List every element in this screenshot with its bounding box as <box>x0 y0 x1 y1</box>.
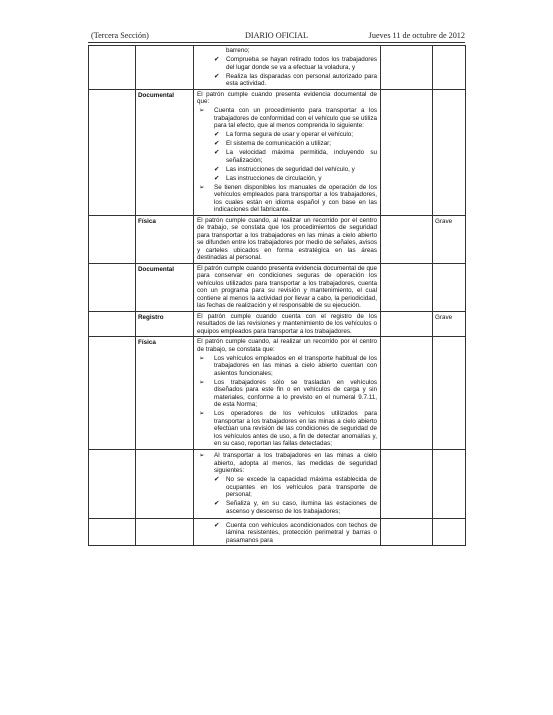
list-item: ➢ Al transportar a los trabajadores en las minas a cielo abierto, adopta al menos, las medidas de seguridad siguientes: <box>199 452 377 474</box>
list-item: ✔ Cuenta con vehículos acondicionados con techos de lámina resistentes, protección perimetral y barras o pasamanos para <box>214 521 377 544</box>
check-icon: ✔ <box>214 165 220 173</box>
verification-type: Registro <box>136 311 194 337</box>
row-description <box>194 449 381 519</box>
list-item: ✔ Señaliza y, en su caso, ilumina las estaciones de ascenso y descenso de los trabajadores; <box>214 500 377 515</box>
list-item: ➢ Cuenta con un procedimiento para transportar a los trabajadores de conformidad con el vehículo que se utiliza para tal efecto, que al menos comprenda lo siguiente: <box>199 107 377 129</box>
list-item: ➢ Los trabajadores sólo se trasladan en vehículos diseñados para este fin o en vehículos de carga y sin materiales, conforme a lo previsto en el numeral 9.7.11, de esta Norma; <box>199 378 377 408</box>
row-description <box>194 337 381 450</box>
list-item: ✔ Las instrucciones de circulación, y <box>214 174 322 182</box>
row-description: El patrón cumple cuando cuenta con el registro de los resultados de las revisiones y mantenimiento de los vehículos o equipos empleados para transportar a los trabajadores. <box>194 311 381 337</box>
verification-type: Documental <box>136 263 194 311</box>
verification-type: Documental <box>136 89 194 215</box>
list-item: ✔ Comprueba se hayan retirado todos los trabajadores del lugar donde se va a efectuar la voladura, y <box>214 56 377 71</box>
arrow-bullet-icon: ➢ <box>199 452 205 459</box>
arrow-bullet-icon: ➢ <box>199 354 205 362</box>
header-rule <box>88 42 465 43</box>
severity-label: Grave <box>433 215 466 263</box>
severity-label: Grave <box>433 311 466 337</box>
requirements-table <box>88 45 466 546</box>
verification-type: Física <box>136 215 194 263</box>
table-row <box>89 519 466 546</box>
row-description <box>194 89 381 215</box>
list-item: ✔ No se excede la capacidad máxima establecida de ocupantes en los vehículos para transporte de personal; <box>214 476 377 498</box>
list-item: ✔ Realiza las disparadas con personal autorizado para esta actividad. <box>214 72 377 87</box>
row-description <box>194 46 381 90</box>
list-item: ✔ Las instrucciones de seguridad del vehículo, y <box>214 165 355 173</box>
check-icon: ✔ <box>214 56 220 63</box>
check-icon: ✔ <box>214 72 220 80</box>
verification-type: Física <box>136 337 194 450</box>
continued-text: barreno; <box>226 47 250 54</box>
row-description <box>194 519 381 546</box>
table-row <box>89 311 466 337</box>
row-description: El patrón cumple cuando, al realizar un recorrido por el centro de trabajo, se constata que los procedimientos de seguridad para transportar a los trabajadores en las minas a cielo abierto se difunden entre los trabajadores por medio de señales, avisos y carteles ubicados en forma estratégica en las áreas destinadas al personal. <box>194 215 381 263</box>
list-item: ➢ Se tienen disponibles los manuales de operación de los vehículos empleados para transportar a los trabajadores, los cuales están en idioma español y con base en las indicaciones del fabricante. <box>199 183 377 213</box>
intro-text: El patrón cumple cuando presenta evidencia documental de que: <box>197 90 377 105</box>
arrow-bullet-icon: ➢ <box>199 410 205 417</box>
arrow-bullet-icon: ➢ <box>199 183 205 191</box>
table-row <box>89 449 466 519</box>
table-row <box>89 337 466 450</box>
list-item: ✔ El sistema de comunicación a utilizar; <box>214 140 331 147</box>
table-row <box>89 215 466 263</box>
list-item: ➢ Los operadores de los vehículos utilizados para transportar a los trabajadores en las minas a cielo abierto efectúan una revisión de las condiciones de seguridad de los vehículos antes de uso, a fin de detectar anomalías y, en su caso, reportan las fallas detectadas; <box>199 410 377 447</box>
check-icon: ✔ <box>214 174 220 182</box>
row-description: El patrón cumple cuando presenta evidencia documental de que para conservar en condiciones seguras de operación los vehículos utilizados para transportar a los trabajadores, cuenta con un programa para su revisión y mantenimiento, el cual contiene al menos la actividad por llevar a cabo, la periodicidad, las fechas de realización y el responsable de su ejecución. <box>194 263 381 311</box>
check-icon: ✔ <box>214 131 220 138</box>
check-icon: ✔ <box>214 476 220 483</box>
table-row <box>89 263 466 311</box>
check-icon: ✔ <box>214 149 220 156</box>
table-row <box>89 46 466 90</box>
header-publication: DIARIO OFICIAL <box>245 31 308 40</box>
arrow-bullet-icon: ➢ <box>199 107 205 114</box>
list-item: ➢ Los vehículos empleados en el transporte habitual de los trabajadores en las minas a cielo abierto cuentan con asientos funcionales; <box>199 354 377 377</box>
header-section: (Tercera Sección) <box>91 31 149 40</box>
header-date: Jueves 11 de octubre de 2012 <box>368 31 465 40</box>
check-icon: ✔ <box>214 500 220 507</box>
arrow-bullet-icon: ➢ <box>199 378 205 386</box>
intro-text: El patrón cumple cuando, al realizar un recorrido por el centro de trabajo, se constata que: <box>197 338 377 353</box>
check-icon: ✔ <box>214 521 220 529</box>
table-row <box>89 89 466 215</box>
list-item: ✔ La velocidad máxima permitida, incluyendo su señalización; <box>214 149 377 164</box>
list-item: ✔ La forma segura de usar y operar el vehículo; <box>214 131 354 138</box>
check-icon: ✔ <box>214 140 220 147</box>
